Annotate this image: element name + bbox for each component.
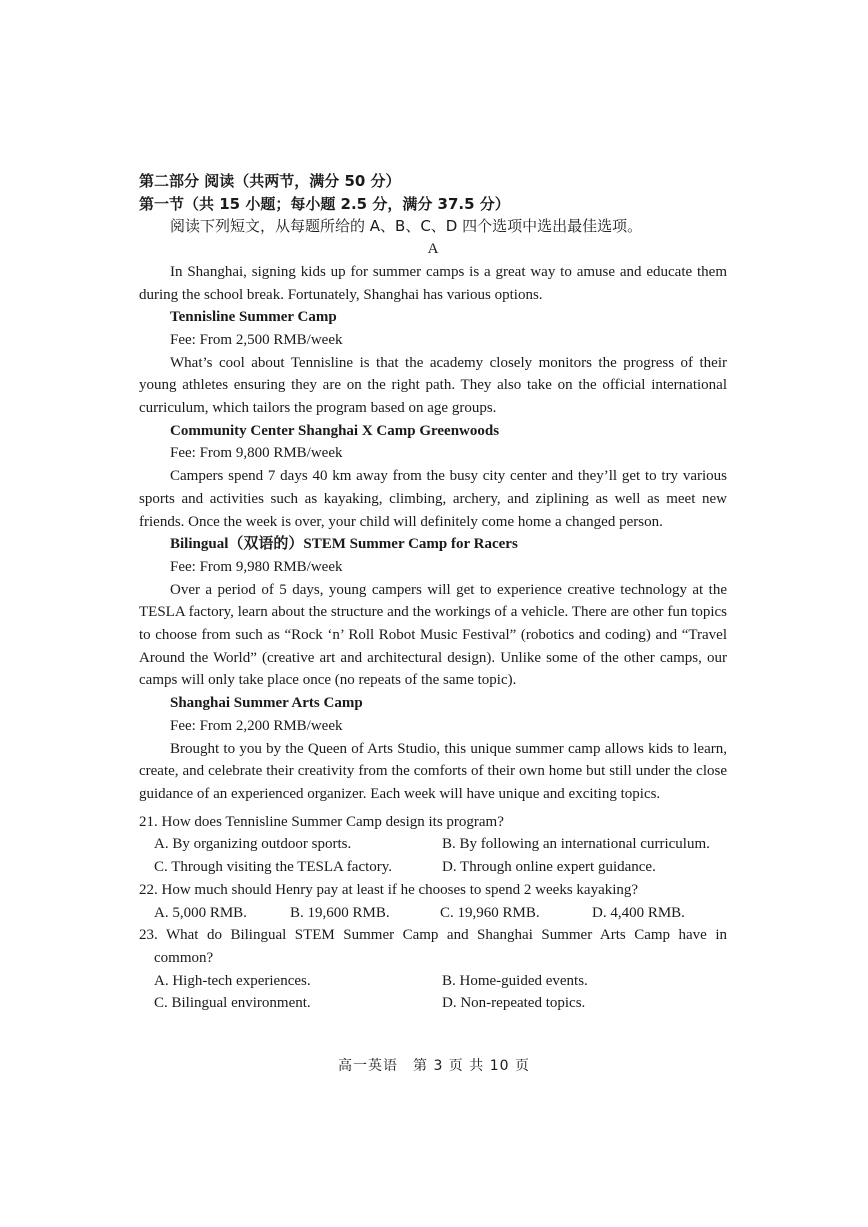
- camp-description: What’s cool about Tennisline is that the academy closely monitors the progress of their young athletes ensuring they are on the right path. They also take on the official international curriculum, which tailors the program based on age groups.: [139, 354, 727, 417]
- answer-option[interactable]: B. By following an international curriculum.: [442, 836, 710, 853]
- camp-fee: Fee: From 9,980 RMB/week: [170, 558, 343, 575]
- camp-description: Brought to you by the Queen of Arts Studio, this unique summer camp allows kids to learn, create, and celebrate their creativity from the comforts of their own home but still under the close guidance of an experienced organizer. Each week will have unique and exciting topics.: [139, 740, 727, 802]
- passage-label: A: [427, 241, 439, 258]
- answer-option[interactable]: A. 5,000 RMB.: [154, 904, 247, 921]
- answer-option[interactable]: B. Home-guided events.: [442, 972, 588, 989]
- answer-option[interactable]: C. Bilingual environment.: [154, 995, 311, 1012]
- camp-fee: Fee: From 2,200 RMB/week: [170, 717, 343, 734]
- camp-name: Shanghai Summer Arts Camp: [170, 695, 363, 712]
- question-23: [139, 924, 727, 1015]
- question-stem: 22. How much should Henry pay at least if he chooses to spend 2 weeks kayaking?: [139, 881, 639, 898]
- answer-option[interactable]: A. By organizing outdoor sports.: [154, 836, 352, 853]
- camp-name: Bilingual（双语的）STEM Summer Camp for Racers: [170, 536, 518, 553]
- camp-entry: [139, 533, 727, 692]
- camp-fee: Fee: From 2,500 RMB/week: [170, 331, 343, 348]
- camp-entry: [139, 306, 727, 420]
- question-22: [139, 879, 727, 924]
- section-heading: 第一节（共 15 小题；每小题 2.5 分，满分 37.5 分）: [139, 194, 510, 213]
- answer-option[interactable]: B. 19,600 RMB.: [290, 904, 390, 921]
- passage-intro: In Shanghai, signing kids up for summer camps is a great way to amuse and educate them during the school break. Fortunately, Shanghai has various options.: [139, 263, 727, 303]
- answer-option[interactable]: D. 4,400 RMB.: [592, 904, 685, 921]
- part-heading: 第二部分 阅读（共两节，满分 50 分）: [139, 172, 401, 190]
- instruction-text: 阅读下列短文，从每题所给的 A、B、C、D 四个选项中选出最佳选项。: [170, 217, 643, 236]
- camp-description: Campers spend 7 days 40 km away from the busy city center and they’ll get to try various sports and activities such as kayaking, climbing, archery, and ziplining as well as meet new friends. Once the week is over, your child will definitely come home a changed person.: [139, 468, 727, 530]
- question-21: [139, 811, 727, 879]
- answer-option[interactable]: C. 19,960 RMB.: [440, 904, 540, 921]
- exam-page: [139, 170, 727, 1015]
- answer-option[interactable]: D. Through online expert guidance.: [442, 859, 656, 876]
- answer-options: [139, 902, 727, 925]
- answer-option[interactable]: D. Non-repeated topics.: [442, 995, 586, 1012]
- camp-entry: [139, 420, 727, 534]
- camp-name: Tennisline Summer Camp: [170, 309, 337, 326]
- answer-option[interactable]: C. Through visiting the TESLA factory.: [154, 859, 393, 876]
- answer-options: [139, 833, 727, 878]
- camp-description: Over a period of 5 days, young campers will get to experience creative technology at the TESLA factory, learn about the structure and the workings of a vehicle. There are other fun topics to choose from such as “Rock ‘n’ Roll Robot Music Festival” (robotics and coding) and “Travel Around the World” (creative art and architectural design). Unlike some of the other camps, our camps will only take place once (no repeats of the same topic).: [139, 581, 727, 689]
- page-footer: 高一英语 第 3 页 共 10 页: [338, 1058, 530, 1074]
- camp-fee: Fee: From 9,800 RMB/week: [170, 445, 343, 462]
- answer-options: [139, 970, 727, 1015]
- camp-entry: [139, 692, 727, 806]
- question-stem: 21. How does Tennisline Summer Camp design its program?: [139, 813, 504, 830]
- answer-option[interactable]: A. High-tech experiences.: [154, 972, 311, 989]
- camp-name: Community Center Shanghai X Camp Greenwoods: [170, 422, 500, 439]
- question-stem: 23. What do Bilingual STEM Summer Camp and Shanghai Summer Arts Camp have in common?: [139, 927, 727, 966]
